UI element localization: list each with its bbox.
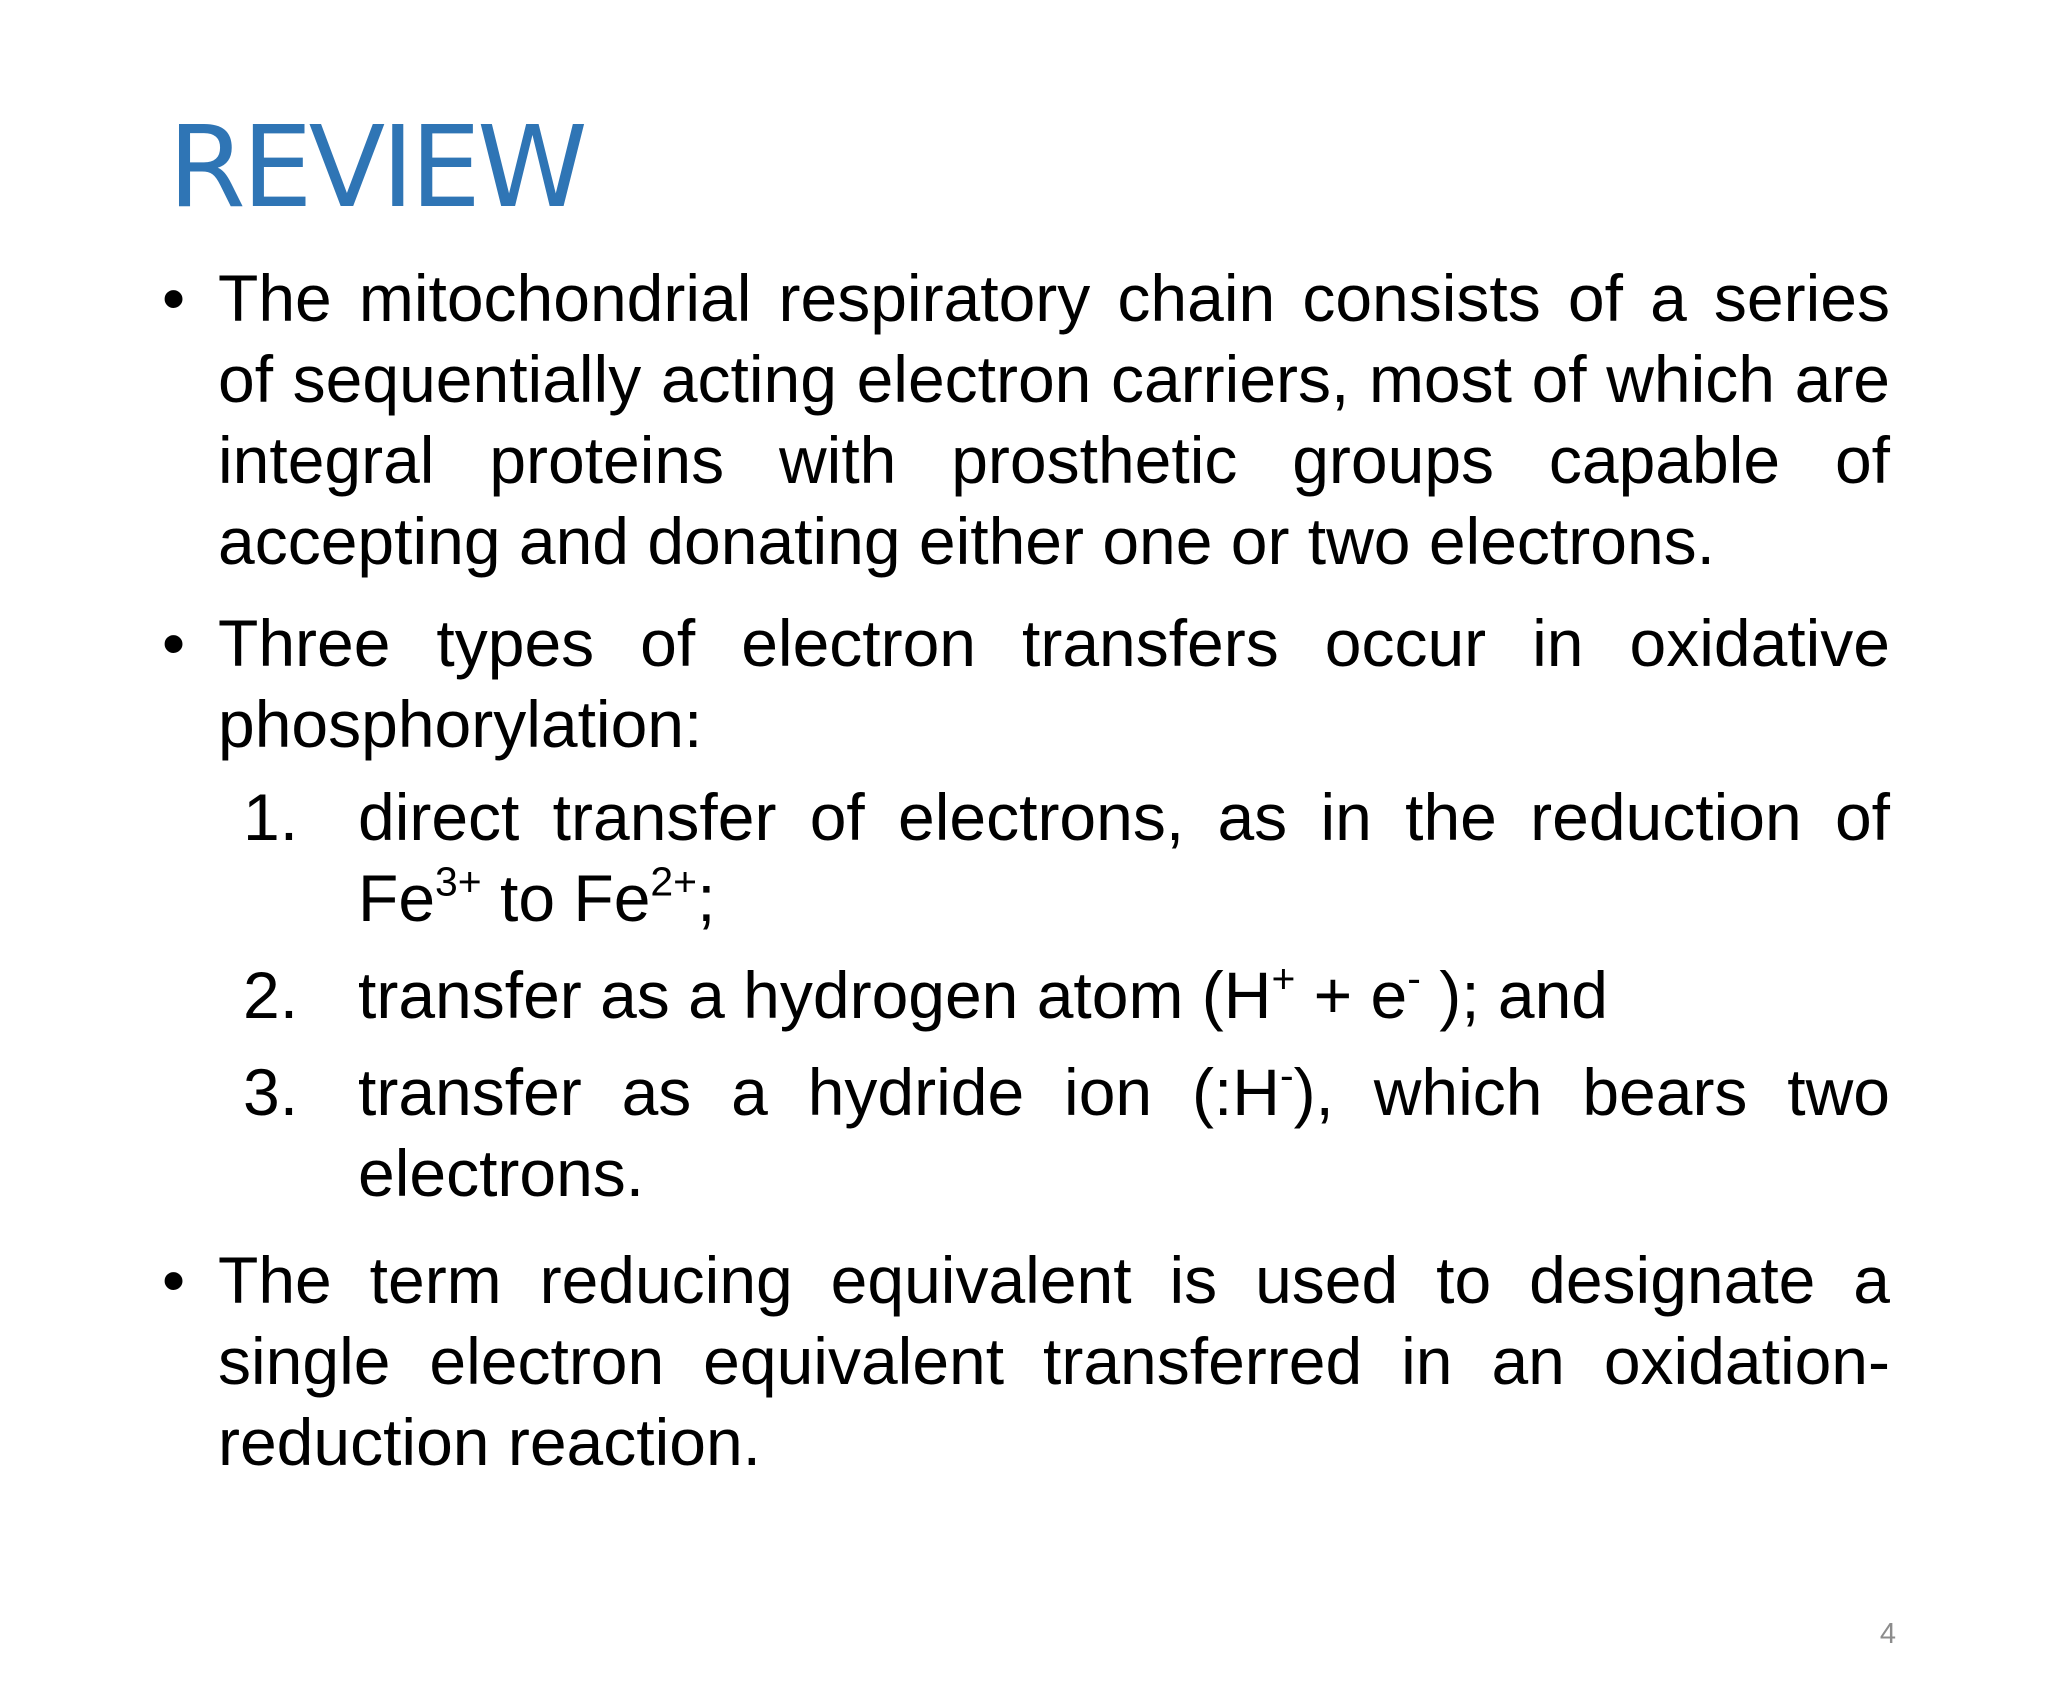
bullet-text: The term reducing equivalent is used to designate a single electron equivalent transferred in an oxidation-reduction reaction. (218, 1243, 1890, 1479)
bullet-text: Three types of electron transfers occur in oxidative phosphorylation: (218, 606, 1890, 761)
bullet-dot-icon: • (162, 261, 186, 335)
numbered-list (160, 777, 1890, 1214)
bullet-item-2 (160, 603, 1890, 765)
slide-title: REVIEW (168, 103, 584, 233)
item-text-part: direct transfer of electrons, as in the reduction of Fe (358, 780, 1890, 935)
slide-content (160, 258, 1890, 1483)
superscript-charge: 3+ (435, 858, 482, 905)
item-text-part: + e (1295, 958, 1408, 1032)
item-text-part: to Fe (481, 861, 651, 935)
numbered-item-3 (160, 1052, 1890, 1214)
superscript-charge: - (1407, 955, 1421, 1002)
item-number: 1. (243, 780, 299, 854)
item-number: 2. (243, 958, 299, 1032)
item-text-part: transfer as a hydride ion (:H (358, 1055, 1280, 1129)
superscript-charge: - (1279, 1052, 1294, 1099)
numbered-item-1 (160, 777, 1890, 939)
bullet-item-3 (160, 1240, 1890, 1483)
bullet-text: The mitochondrial respiratory chain consists of a series of sequentially acting electron carriers, most of which are integral proteins with prosthetic groups capable of accepting and donating either one or two electrons. (218, 261, 1890, 578)
bullet-dot-icon: • (162, 606, 186, 680)
superscript-charge: + (1271, 955, 1296, 1002)
item-text-part: ), which bears two electrons. (358, 1055, 1890, 1210)
bullet-item-1 (160, 258, 1890, 582)
bullet-dot-icon: • (162, 1243, 186, 1317)
item-text-part: ; (697, 861, 716, 935)
item-text-part: ); and (1420, 958, 1608, 1032)
item-text-part: transfer as a hydrogen atom (H (358, 958, 1272, 1032)
item-number: 3. (243, 1055, 299, 1129)
page-number: 4 (1879, 1618, 1896, 1650)
numbered-item-2 (160, 955, 1890, 1036)
superscript-charge: 2+ (650, 858, 698, 905)
